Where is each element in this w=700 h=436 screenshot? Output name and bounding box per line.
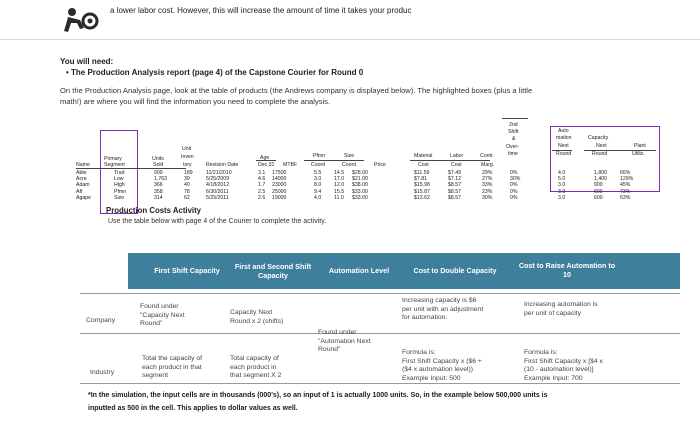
hdr-labor: Labor	[450, 153, 464, 159]
pa-cost-rule	[410, 160, 490, 161]
instructions-line-2: math!) are where you will find the information you need to complete the analysis.	[60, 97, 331, 106]
col-raise: Cost to Raise Automation to 10	[518, 261, 616, 279]
hdr-size: Size	[344, 153, 355, 159]
pa-cell-age: 2.6	[258, 194, 266, 201]
pa-cell-pfmn: 3.0	[314, 176, 322, 183]
company-double-capacity: Increasing capacity is $6 per unit with an adjustment for automation.	[402, 297, 484, 322]
pa-cell-util: 45%	[620, 182, 631, 189]
pa-cell-size: 17.0	[334, 176, 345, 183]
pa-cell-sold: 366	[154, 182, 163, 189]
pa-cell-sold: 314	[154, 194, 163, 201]
pa-auto-rule	[552, 150, 572, 151]
pa-cell-pfmn: 5.5	[314, 170, 322, 176]
pa-cell-age: 3.1	[258, 170, 266, 176]
pa-cell-rev: 5/25/2009	[206, 176, 230, 183]
pa-cell-ot: 0%	[510, 188, 518, 195]
col-automation: Automation Level	[328, 266, 390, 275]
top-strip	[0, 0, 700, 40]
pa-cell-size: 15.5	[334, 188, 345, 195]
hdr-mtbf: MTBF	[283, 162, 298, 168]
pa-cell-inv: 62	[184, 194, 190, 201]
hdr-marg: Marg.	[481, 162, 495, 168]
pa-cell-criteria: Pfmn	[114, 188, 127, 195]
pa-cell-inv: 78	[184, 188, 190, 195]
pa-cell-pfmn: 4.0	[314, 194, 322, 201]
pa-cell-mat: $15.87	[414, 188, 430, 195]
need-title: You will need:	[60, 57, 114, 66]
activity-title: Production Costs Activity	[106, 206, 202, 215]
col-first-shift: First Shift Capacity	[154, 266, 220, 275]
industry-first-second: Total capacity of each product in that segment X 2	[230, 355, 282, 380]
pa-cell-pfmn: 8.0	[314, 182, 322, 189]
pa-cell-cap: 600	[594, 188, 603, 195]
pa-cell-lab: $8.57	[448, 188, 461, 195]
hdr-auto: Auto	[558, 128, 569, 134]
hdr-age: Age	[260, 155, 270, 161]
pa-cell-auto: 3.0	[558, 194, 566, 201]
hdr-dec31: Dec.31	[258, 162, 275, 168]
company-first-second: Capacity Next Round x 2 (shifts)	[230, 309, 284, 325]
hdr-round-1: Round	[556, 151, 572, 157]
footnote-line-1: *In the simulation, the input cells are in thousands (000's), so an input of 1 is actually 1000 units. So, in the example below 500,000 units is	[88, 392, 548, 399]
hdr-coord-1: Coord	[311, 162, 326, 168]
pa-header-rule-left	[76, 168, 186, 169]
pa-cell-auto: 3.0	[558, 188, 566, 195]
activity-table	[80, 253, 680, 383]
pa-cell-util: 129%	[620, 176, 634, 183]
pa-cell-cap: 900	[594, 182, 603, 189]
pa-cell-rev: 4/18/2012	[206, 182, 230, 189]
production-analysis-table	[76, 118, 646, 202]
pa-cell-name: Adam	[76, 182, 90, 189]
pa-cell-marg: 29%	[482, 170, 493, 176]
pa-cell-size: 11.0	[334, 194, 344, 201]
footnote-line-2: inputted as 500 in the cell. This applies to dollar values as well.	[88, 405, 298, 412]
hdr-contr: Contr.	[480, 153, 494, 159]
hdr-time: time	[508, 151, 518, 157]
pa-cell-lab: $7.49	[448, 170, 461, 176]
company-first-shift: Found under "Capacity Next Round"	[140, 303, 185, 328]
pa-cell-mat: $15.98	[414, 182, 430, 189]
row-divider-top	[80, 293, 680, 294]
pa-cell-price: $21.00	[352, 176, 368, 183]
row-divider-mid	[80, 333, 680, 334]
pa-cell-lab: $7.12	[448, 176, 461, 183]
instructions-line-1: On the Production Analysis page, look at the table of products (the Andrews company is displayed below). The highlighted boxes (plus a little	[60, 86, 533, 95]
pa-coord-rule	[304, 160, 364, 161]
pa-cell-ot: 30%	[510, 176, 521, 183]
pa-cell-mtbf: 17500	[272, 170, 287, 176]
col-first-second: First and Second Shift Capacity	[234, 262, 312, 280]
pa-cell-ot: 0%	[510, 170, 518, 176]
hdr-utiliz: Utiliz.	[632, 151, 645, 157]
hdr-inven: Inven	[181, 154, 194, 160]
hdr-2nd: 2nd	[509, 122, 518, 128]
pa-cell-mat: $11.59	[414, 170, 430, 176]
pa-cell-rev: 5/25/2011	[206, 194, 229, 201]
automation-level-text: Found under "Automation Next Round"	[318, 329, 371, 354]
pa-cell-name: Acre	[76, 176, 87, 183]
pa-cell-criteria: Low	[114, 176, 124, 183]
pa-cell-criteria: High	[114, 182, 125, 189]
pa-cell-name: Agape	[76, 194, 92, 201]
pa-cell-mtbf: 23000	[272, 182, 287, 189]
pa-cell-lab: $8.57	[448, 194, 461, 201]
hdr-primary: Primary	[104, 156, 122, 162]
company-raise-automation: Increasing automation is per unit of capacity	[524, 301, 598, 317]
hdr-shift: Shift	[508, 129, 519, 135]
pa-cell-mtbf: 25000	[272, 188, 287, 195]
pa-cell-inv: 189	[184, 170, 193, 176]
pa-cell-util: 66%	[620, 170, 631, 176]
hdr-amp: &	[512, 136, 516, 142]
pa-cell-sold: 1,763	[154, 176, 167, 183]
pa-cell-cap: 1,800	[594, 170, 607, 176]
hdr-revision: Revision Date	[206, 162, 239, 168]
pa-cell-name: Able	[76, 170, 87, 176]
row-label-industry: Industry	[90, 369, 115, 376]
row-label-company: Company	[86, 317, 116, 324]
pa-cell-auto: 3.0	[558, 182, 566, 189]
hdr-coord-2: Coord	[342, 162, 357, 168]
hdr-next-1: Next	[558, 143, 569, 149]
pa-cell-marg: 27%	[482, 176, 493, 183]
hdr-sold: Sold	[153, 162, 164, 168]
pa-cell-ot: 0%	[510, 182, 518, 189]
pa-cell-marg: 33%	[482, 182, 493, 189]
hdr-plant: Plant	[634, 143, 646, 149]
pa-cell-inv: 40	[184, 182, 190, 189]
hdr-round-2: Round	[592, 151, 608, 157]
pa-cell-rev: 6/30/2011	[206, 188, 229, 195]
pa-cell-util: 73%	[620, 188, 631, 195]
hdr-capacity: Capacity	[588, 135, 609, 141]
industry-raise-automation: Formula is: First Shift Capacity x [$4 x (10 - automation level)] Example Input: 700	[524, 349, 603, 382]
pa-cell-mtbf: 14000	[272, 176, 287, 183]
capsim-logo-icon	[58, 0, 102, 38]
report-bullet: • The Production Analysis report (page 4) of the Capstone Courier for Round 0	[66, 68, 364, 77]
pa-cell-age: 4.6	[258, 176, 266, 183]
hdr-units: Units	[152, 156, 164, 162]
hdr-name: Name	[76, 162, 90, 168]
intro-text: a lower labor cost. However, this will increase the amount of time it takes your produc	[110, 6, 412, 15]
pa-cell-ot: 0%	[510, 194, 518, 201]
pa-cell-size: 14.5	[334, 170, 345, 176]
pa-cell-marg: 23%	[482, 188, 493, 195]
pa-cell-price: $28.00	[352, 170, 368, 176]
hdr-next-2: Next	[596, 143, 607, 149]
hdr-material-cost: Cost	[418, 162, 429, 168]
hdr-price: Price	[374, 162, 386, 168]
pa-cell-mtbf: 19000	[272, 194, 287, 201]
hdr-over: Over-	[506, 144, 519, 150]
pa-cell-rev: 11/21/2010	[206, 170, 232, 176]
pa-cell-price: $38.00	[352, 182, 368, 189]
pa-cell-lab: $8.57	[448, 182, 461, 189]
col-double: Cost to Double Capacity	[413, 266, 497, 275]
pa-cell-auto: 4.0	[558, 170, 566, 176]
pa-cell-sold: 999	[154, 170, 163, 176]
pa-cell-age: 1.7	[258, 182, 266, 189]
hdr-tory: tory	[183, 162, 192, 168]
pa-cell-name: Aft	[76, 188, 83, 195]
hdr-material: Material	[414, 153, 433, 159]
pa-cell-mat: $13.62	[414, 194, 430, 201]
pa-cell-util: 63%	[620, 194, 631, 201]
pa-cell-auto: 5.0	[558, 176, 566, 183]
pa-age-rule	[256, 160, 276, 161]
activity-subtitle: Use the table below with page 4 of the Courier to complete the activity.	[108, 218, 327, 225]
pa-cell-criteria: Size	[114, 194, 125, 201]
pa-cell-pfmn: 9.4	[314, 188, 322, 195]
pa-2nd-rule	[502, 118, 528, 119]
hdr-unit: Unit	[182, 146, 192, 152]
pa-cell-price: $33.00	[352, 188, 368, 195]
pa-capacity-rule	[584, 150, 656, 151]
industry-first-shift: Total the capacity of each product in that segment	[142, 355, 203, 380]
pa-cell-sold: 358	[154, 188, 163, 195]
pa-cell-inv: 39	[184, 176, 190, 183]
pa-cell-cap: 600	[594, 194, 603, 201]
pa-cell-age: 2.5	[258, 188, 266, 195]
hdr-segment: Segment	[104, 162, 125, 168]
pa-cell-size: 12.0	[334, 182, 345, 189]
pa-cell-criteria: Trad	[114, 170, 125, 176]
pa-cell-price: $33.00	[352, 194, 368, 201]
industry-double-capacity: Formula is: First Shift Capacity x ($6 + ($4 x automation level)) Example Input: 500	[402, 349, 482, 382]
pa-cell-marg: 30%	[482, 194, 493, 201]
pa-cell-cap: 1,400	[594, 176, 607, 183]
hdr-pfmn: Pfmn	[313, 153, 326, 159]
hdr-mation: mation	[556, 135, 572, 141]
pa-cell-mat: $7.81	[414, 176, 427, 183]
hdr-labor-cost: Cost	[451, 162, 462, 168]
